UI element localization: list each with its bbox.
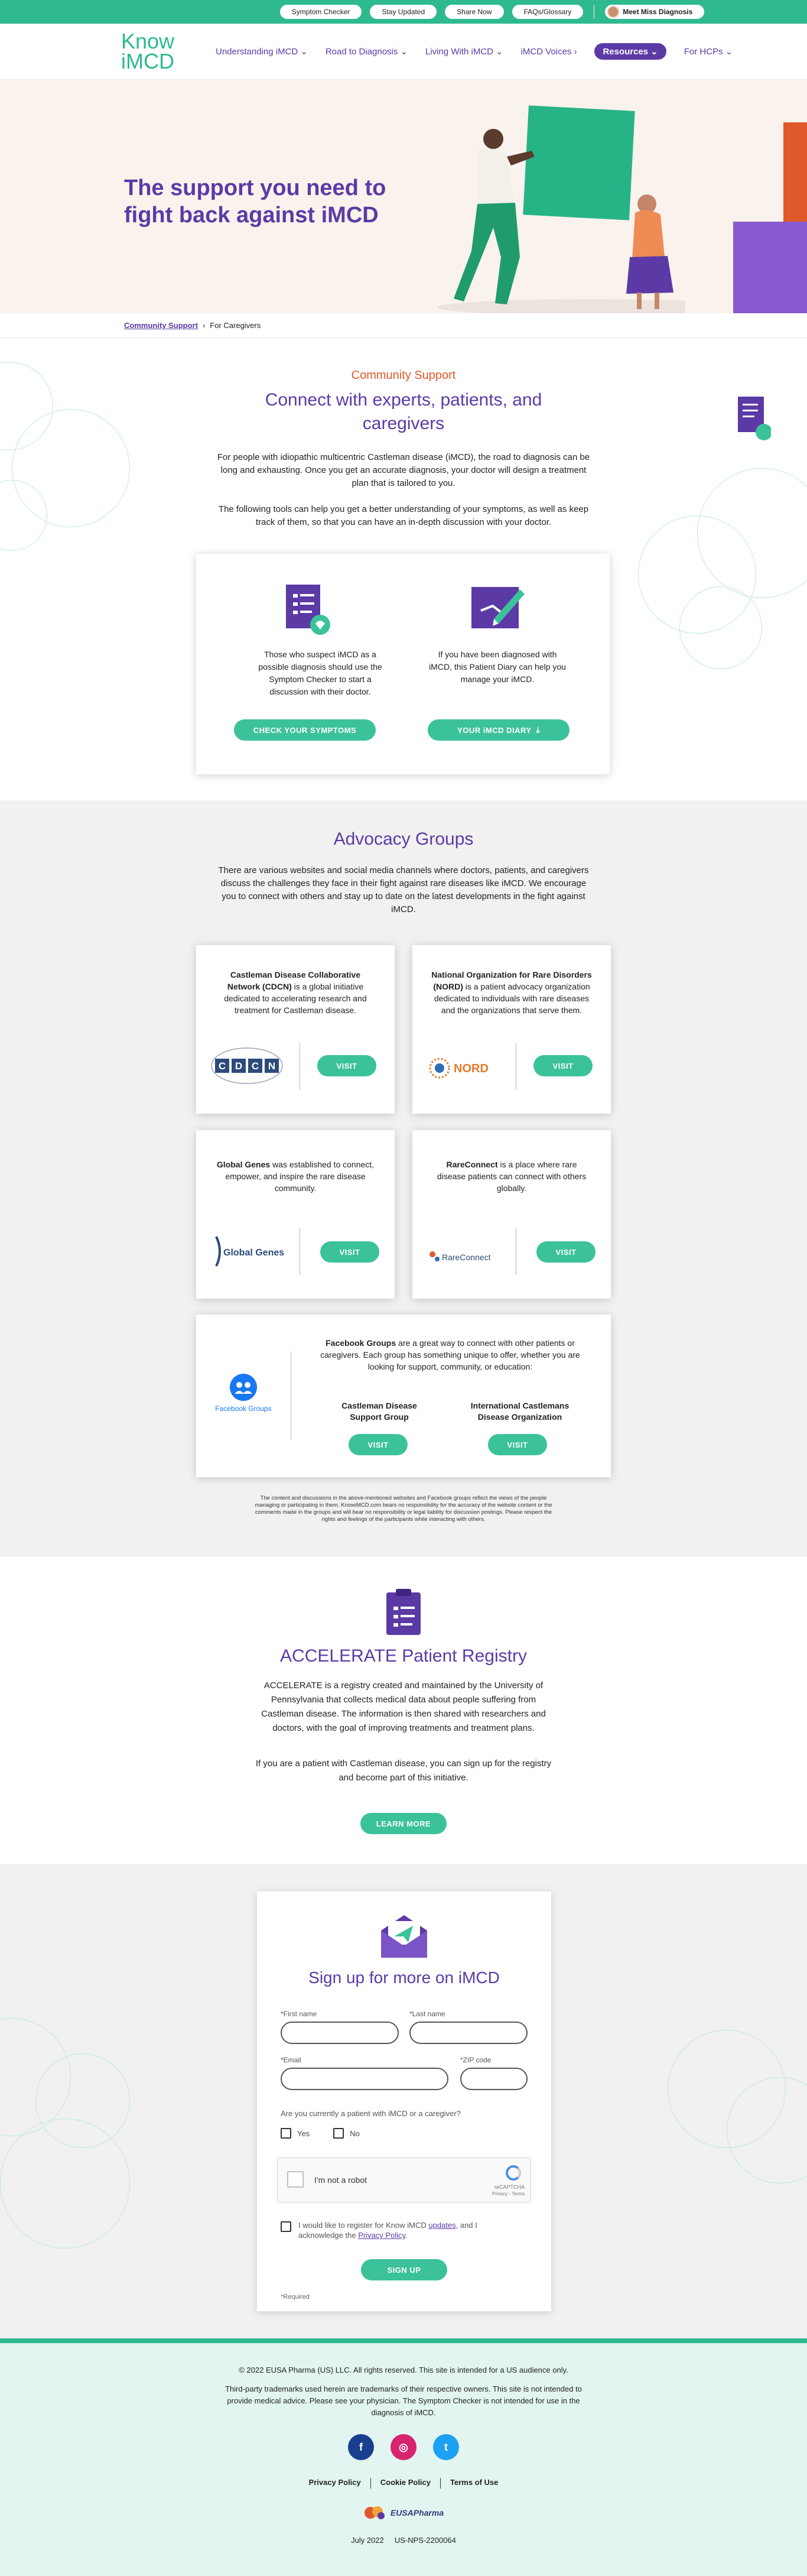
chevron-down-icon: ⌄ — [496, 47, 503, 57]
svg-text:C: C — [251, 1060, 259, 1072]
visit-rareconnect-button[interactable]: VISIT — [536, 1241, 596, 1263]
yes-checkbox[interactable] — [281, 2128, 291, 2139]
consent-text-mid: , and I acknowledge the — [298, 2221, 477, 2240]
faqs-glossary-link[interactable]: FAQs/Glossary — [512, 5, 584, 19]
tools-paragraph: The following tools can help you get a better understanding of your symptoms, as well as keep track of them, so that you can have an in-depth discussion with your doctor. — [218, 504, 589, 527]
logo-line-2: iMCD — [121, 49, 174, 73]
facebook-groups-card — [196, 1315, 611, 1477]
chevron-down-icon: ⌄ — [725, 47, 733, 57]
decorative-circle — [0, 2118, 130, 2249]
terms-of-use-link[interactable]: Terms of Use — [450, 2478, 499, 2487]
no-checkbox[interactable] — [333, 2128, 344, 2139]
section-title: Connect with experts, patients, and caregivers — [265, 390, 542, 433]
nav-living-with-imcd[interactable] — [425, 46, 503, 57]
chevron-down-icon: ⌄ — [400, 47, 408, 57]
community-support-section — [0, 338, 807, 805]
org-card-nord — [412, 945, 611, 1114]
recaptcha-icon — [506, 2165, 521, 2181]
hero-accent-orange — [783, 122, 807, 223]
chevron-right-icon: › — [574, 46, 577, 57]
svg-text:D: D — [235, 1060, 243, 1072]
clipboard-heart-icon — [383, 1587, 424, 1637]
nav-road-to-diagnosis[interactable] — [326, 46, 408, 57]
accelerate-title: ACCELERATE Patient Registry — [280, 1646, 527, 1666]
patient-diary-text: If you have been diagnosed with iMCD, this Patient Diary can help you manage your iMCD. — [429, 650, 566, 684]
org-name: RareConnect — [446, 1160, 498, 1169]
facebook-group-2-name: International Castlemans Disease Organization — [470, 1401, 570, 1422]
facebook-groups-logo-label: Facebook Groups — [215, 1404, 272, 1413]
org-name: Castleman Disease Collaborative Network (CDCN) — [227, 970, 361, 991]
breadcrumb — [0, 313, 807, 338]
zip-code-label: *ZIP code — [460, 2056, 492, 2064]
symptom-checker-link[interactable]: Symptom Checker — [280, 5, 362, 19]
nav-for-hcps[interactable] — [684, 46, 733, 57]
org-desc: is a patient advocacy organization dedicated to individuals with rare diseases and the organizations that serve them. — [434, 982, 590, 1015]
visit-cdcn-button[interactable]: VISIT — [317, 1055, 376, 1076]
copyright-text: © 2022 EUSA Pharma (US) LLC. All rights reserved. This site is intended for a US audience only. — [239, 2366, 568, 2374]
footer-links — [0, 2478, 807, 2489]
zip-code-field[interactable] — [460, 2068, 528, 2090]
share-now-link[interactable]: Share Now — [445, 5, 503, 19]
rareconnect-logo — [425, 1242, 508, 1272]
org-description — [436, 1159, 587, 1194]
svg-text:N: N — [268, 1060, 276, 1072]
email-field[interactable] — [281, 2068, 448, 2090]
signup-form — [257, 1892, 551, 2311]
job-code: July 2022 US-NPS-2200064 — [351, 2536, 456, 2545]
learn-more-button[interactable]: LEARN MORE — [360, 1813, 447, 1834]
eusa-pharma-mark — [363, 2504, 387, 2522]
facebook-groups-icon — [230, 1374, 257, 1401]
consent-row — [281, 2220, 517, 2240]
advocacy-disclaimer: The content and discussions in the above-mentioned websites and Facebook groups reflect the views of the people managing or participating in them. KnowiMCD.com bears no responsibility for the accuracy of the website content or the comments made in the groups and will bear no responsibility or legal liability for discussion postings. Please respect the rights and feelings of the participants while interacting with others. — [255, 1495, 552, 1523]
visit-facebook-group-2-button[interactable]: VISIT — [488, 1434, 547, 1455]
global-genes-logo-text: Global Genes — [223, 1248, 285, 1258]
required-note: *Required — [281, 2293, 310, 2301]
consent-checkbox[interactable] — [281, 2221, 291, 2232]
nav-label: For HCPs — [684, 46, 723, 57]
section-eyebrow: Community Support — [351, 369, 456, 382]
consent-text-end: . — [405, 2231, 408, 2240]
last-name-field[interactable] — [409, 2022, 528, 2044]
button-label: CHECK YOUR SYMPTOMS — [253, 725, 357, 735]
chevron-right-icon: › — [202, 321, 206, 330]
privacy-policy-link[interactable]: Privacy Policy — [358, 2231, 406, 2240]
main-nav — [216, 43, 733, 60]
nav-label: Resources — [603, 46, 649, 57]
org-description — [430, 969, 593, 1016]
cdcn-logo — [210, 1046, 287, 1087]
advocacy-title: Advocacy Groups — [333, 829, 474, 849]
recaptcha-terms[interactable]: Privacy - Terms — [492, 2191, 525, 2197]
yes-label: Yes — [297, 2129, 310, 2138]
org-card-cdcn — [196, 945, 395, 1114]
visit-global-genes-button[interactable]: VISIT — [320, 1241, 379, 1263]
no-label: No — [350, 2129, 360, 2138]
intro-paragraph: For people with idiopathic multicentric Castleman disease (iMCD), the road to diagnosis can be long and exhausting. Once you get an accurate diagnosis, your doctor will design a treatment plan that is tailored to you. — [217, 452, 590, 488]
patient-question: Are you currently a patient with iMCD or a caregiver? — [281, 2109, 461, 2118]
consent-text — [298, 2220, 517, 2240]
org-desc: is a global initiative dedicated to accelerating research and treatment for Castleman disease. — [224, 982, 367, 1015]
org-name: Facebook Groups — [326, 1338, 396, 1348]
org-name: National Organization for Rare Disorders (NORD) — [431, 970, 592, 991]
visit-nord-button[interactable]: VISIT — [533, 1055, 593, 1076]
logo-line-1: Know — [121, 29, 175, 53]
recaptcha-label: I'm not a robot — [314, 2175, 367, 2185]
org-card-global-genes — [196, 1130, 395, 1299]
advocacy-groups-section — [0, 800, 807, 1557]
nav-imcd-voices[interactable] — [521, 47, 577, 57]
hero-banner — [0, 80, 807, 313]
meet-miss-diagnosis-link[interactable] — [605, 5, 704, 19]
nav-label: Understanding iMCD — [216, 46, 298, 57]
signup-title: Sign up for more on iMCD — [308, 1968, 500, 1987]
divider — [370, 2478, 371, 2489]
nav-resources[interactable] — [594, 43, 666, 60]
consent-text-pre: I would like to register for Know iMCD — [298, 2221, 429, 2230]
nav-understanding-imcd[interactable] — [216, 46, 308, 57]
check-symptoms-button[interactable] — [234, 719, 376, 741]
twitter-icon[interactable]: t — [433, 2434, 459, 2460]
visit-facebook-group-1-button[interactable]: VISIT — [349, 1434, 408, 1455]
updates-link[interactable]: updates — [428, 2221, 456, 2230]
facebook-description — [308, 1337, 592, 1373]
org-desc: is a place where rare disease patients can connect with others globally. — [437, 1160, 587, 1193]
nord-logo — [425, 1052, 508, 1087]
meet-label: Meet Miss Diagnosis — [623, 8, 693, 16]
diary-side-icon — [736, 394, 771, 442]
nav-label: Living With iMCD — [425, 46, 493, 57]
cookie-policy-link[interactable]: Cookie Policy — [380, 2478, 431, 2487]
symptom-checker-icon — [284, 583, 333, 635]
hero-illustration — [437, 80, 685, 313]
yes-option[interactable] — [281, 2128, 310, 2139]
nord-logo-text: NORD — [454, 1062, 489, 1075]
org-card-rareconnect — [412, 1130, 611, 1299]
imcd-diary-button[interactable] — [428, 719, 570, 741]
button-label: YOUR iMCD DIARY — [457, 725, 532, 735]
patient-diary-icon — [469, 582, 526, 632]
hero-accent-purple — [733, 222, 807, 313]
email-label: *Email — [281, 2056, 301, 2064]
nav-label: iMCD Voices — [520, 46, 572, 57]
recaptcha-checkbox[interactable] — [287, 2171, 304, 2188]
chevron-down-icon: ⌄ — [300, 47, 308, 57]
site-header — [0, 24, 807, 80]
envelope-icon — [379, 1913, 429, 1960]
avatar — [607, 6, 619, 18]
facebook-group-1-name: Castleman Disease Support Group — [341, 1401, 417, 1422]
know-imcd-logo[interactable] — [121, 31, 216, 72]
accelerate-registry-section — [0, 1557, 807, 1864]
breadcrumb-current: For Caregivers — [210, 321, 261, 330]
hero-title: The support you need to fight back against iMCD — [124, 176, 386, 228]
org-name: Global Genes — [216, 1160, 271, 1169]
symptom-checker-text: Those who suspect iMCD as a possible diagnosis should use the Symptom Checker to start a discussion with their doctor. — [258, 650, 382, 696]
global-genes-logo — [210, 1231, 293, 1272]
org-desc: was established to connect, empower, and inspire the rare disease community. — [225, 1160, 375, 1193]
utility-bar — [0, 0, 807, 24]
tools-card — [196, 554, 610, 774]
download-icon: ⤓ — [536, 725, 540, 734]
divider — [440, 2478, 441, 2489]
facebook-icon[interactable]: f — [348, 2434, 374, 2460]
rareconnect-logo-text: RareConnect — [442, 1253, 491, 1262]
nav-label: Road to Diagnosis — [325, 46, 398, 57]
instagram-icon[interactable]: ◎ — [391, 2434, 416, 2460]
privacy-policy-footer-link[interactable]: Privacy Policy — [308, 2478, 361, 2487]
recaptcha-brand: reCAPTCHA — [494, 2184, 525, 2190]
facebook-groups-logo — [208, 1374, 279, 1413]
patient-options — [281, 2128, 360, 2139]
stay-updated-link[interactable]: Stay Updated — [370, 5, 437, 19]
svg-text:C: C — [218, 1060, 226, 1072]
breadcrumb-community-support[interactable]: Community Support — [124, 321, 198, 330]
first-name-field[interactable] — [281, 2022, 399, 2044]
recaptcha-widget — [277, 2158, 531, 2202]
first-name-label: *First name — [281, 2010, 317, 2018]
social-links — [0, 2434, 807, 2460]
advocacy-intro: There are various websites and social media channels where doctors, patients, and caregivers discuss the challenges they face in their fight against rare diseases like iMCD. We encourage you to connect with others and stay up to date on the latest developments in the fight against iMCD. — [218, 865, 589, 914]
accelerate-cta-text: If you are a patient with Castleman disease, you can sign up for the registry and become part of this initiative. — [255, 1759, 552, 1783]
no-option[interactable] — [333, 2128, 360, 2139]
eusa-pharma-name: EUSAPharma — [390, 2508, 444, 2517]
trademark-text: Third-party trademarks used herein are trademarks of their respective owners. This site is not intended to provide medical advice. Please see your physician. The Symptom Checker is not intended for use in the diagnosis of iMCD. — [225, 2384, 582, 2417]
org-description — [214, 1159, 377, 1194]
org-desc: are a great way to connect with other patients or caregivers. Each group has something unique to offer, whether you are looking for support, community, or education: — [320, 1338, 580, 1371]
eusa-pharma-logo — [0, 2504, 807, 2522]
last-name-label: *Last name — [409, 2010, 445, 2018]
decorative-circle — [679, 586, 762, 669]
signup-section — [0, 1864, 807, 2338]
org-description — [214, 969, 377, 1016]
chevron-down-icon: ⌄ — [650, 47, 658, 57]
accelerate-description: ACCELERATE is a registry created and maintained by the University of Pennsylvania that collects medical data about people suffering from Castleman disease. The information is then shared with researchers and doctors, with the goal of improving treatments and treatment plans. — [261, 1680, 546, 1733]
site-footer — [0, 2338, 807, 2576]
sign-up-button[interactable]: SIGN UP — [361, 2259, 447, 2280]
